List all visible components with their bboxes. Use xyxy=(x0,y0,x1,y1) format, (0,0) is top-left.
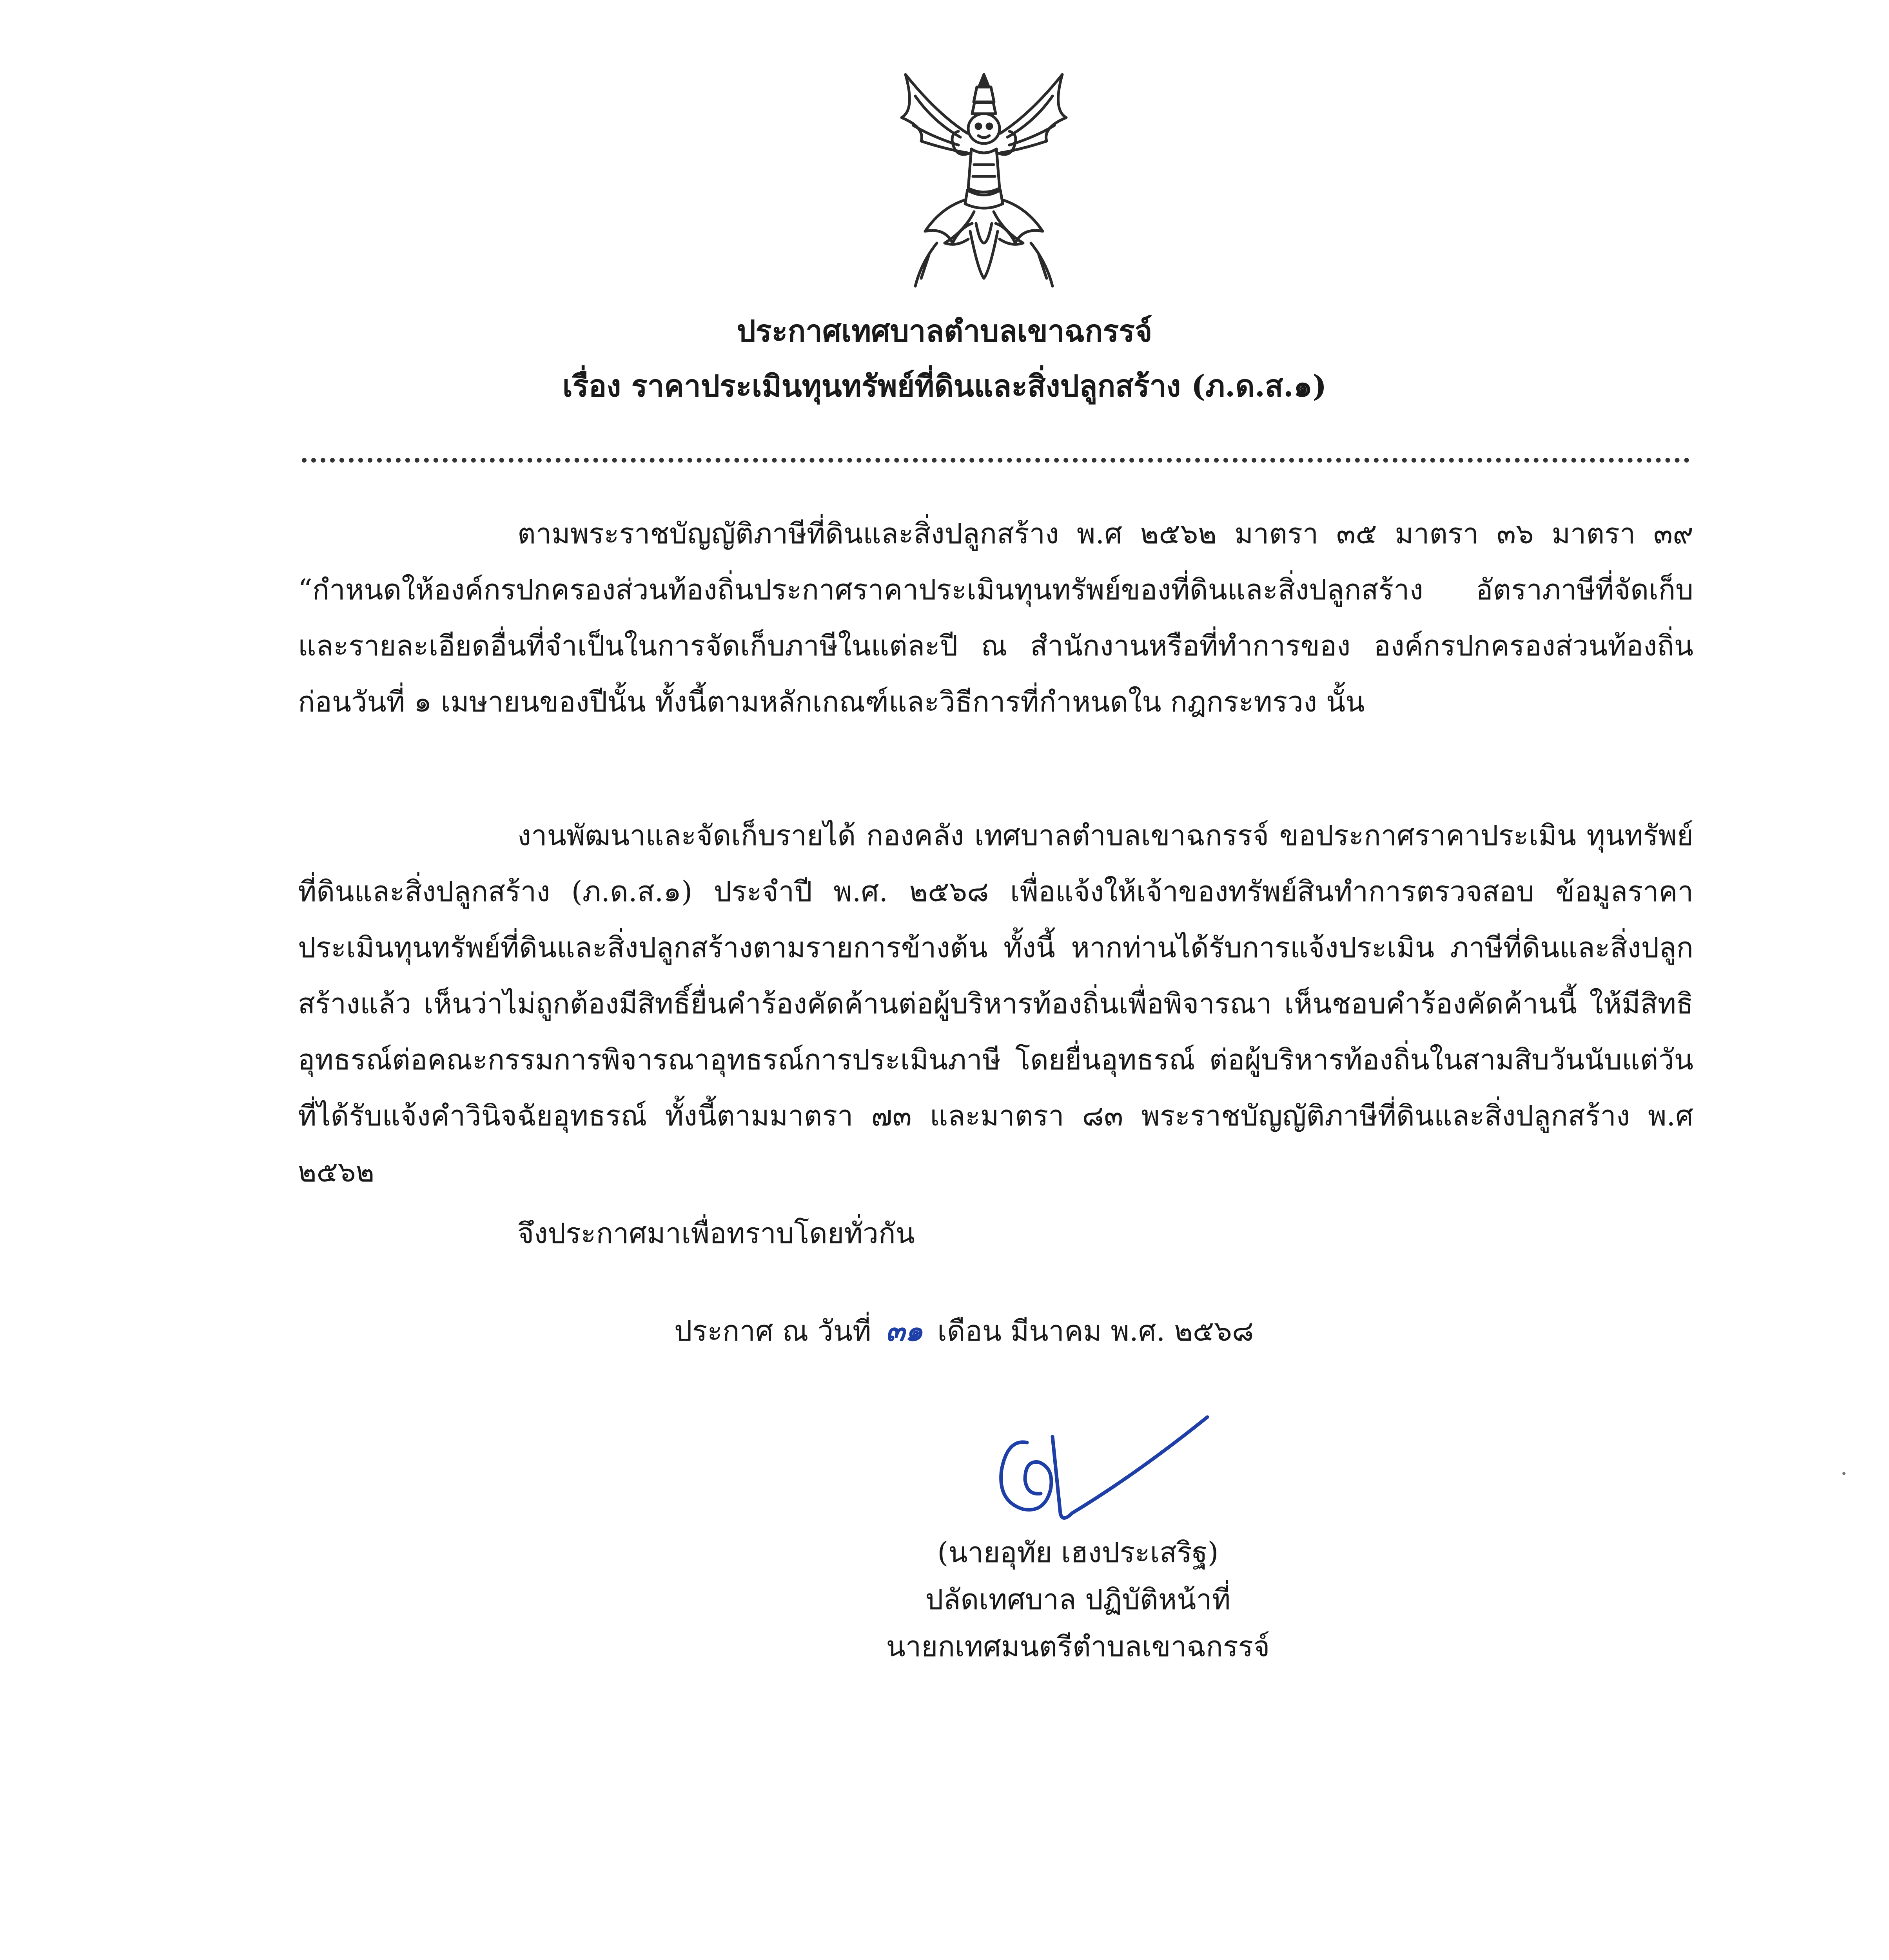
garuda-emblem-icon xyxy=(878,59,1090,294)
scan-speck xyxy=(1842,1472,1845,1475)
announcement-title: ประกาศเทศบาลตำบลเขาฉกรรจ์ xyxy=(737,314,1152,348)
announcement-subject: เรื่อง ราคาประเมินทุนทรัพย์ที่ดินและสิ่งปลูกสร้าง (ภ.ด.ส.๑) xyxy=(562,368,1327,403)
signatory-block xyxy=(823,1529,1333,1670)
handwritten-signature-icon xyxy=(972,1396,1223,1537)
paragraph-closing: จึงประกาศมาเพื่อทราบโดยทั่วกัน xyxy=(517,1217,915,1250)
divider xyxy=(302,458,1689,463)
signatory-position: ปลัดเทศบาล ปฏิบัติหน้าที่ xyxy=(925,1583,1231,1616)
announcement-date xyxy=(674,1305,1254,1356)
signatory-acting-for: นายกเทศมนตรีตำบลเขาฉกรรจ์ xyxy=(886,1630,1270,1663)
date-suffix: เดือน มีนาคม พ.ศ. ๒๕๖๘ xyxy=(937,1314,1254,1347)
date-day: ๓๑ xyxy=(886,1314,923,1347)
paragraph-assessment-notice: งานพัฒนาและจัดเก็บรายได้ กองคลัง เทศบาลตำบลเขาฉกรรจ์ ขอประกาศราคาประเมิน ทุนทรัพย์ที่ดินและสิ่งปลูกสร้าง (ภ.ด.ส.๑) ประจำปี พ.ศ. ๒๕๖๘ เพื่อแจ้งให้เจ้าของทรัพย์สินทำการตรวจสอบ ข้อมูลราคาประเมินทุนทรัพย์ที่ดินและสิ่งปลูกสร้างตามรายการข้างต้น ทั้งนี้ หากท่านได้รับการแจ้งประเมิน ภาษีที่ดินและสิ่งปลูกสร้างแล้ว เห็นว่าไม่ถูกต้องมีสิทธิ์ยื่นคำร้องคัดค้านต่อผู้บริหารท้องถิ่นเพื่อพิจารณา เห็นชอบคำร้องคัดค้านนี้ ให้มีสิทธิอุทธรณ์ต่อคณะกรรมการพิจารณาอุทธรณ์การประเมินภาษี โดยยื่นอุทธรณ์ ต่อผู้บริหารท้องถิ่นในสามสิบวันนับแต่วันที่ได้รับแจ้งคำวินิจฉัยอุทธรณ์ ทั้งนี้ตามมาตรา ๗๓ และมาตรา ๘๓ พระราชบัญญัติภาษีที่ดินและสิ่งปลูกสร้าง พ.ศ ๒๕๖๒ xyxy=(298,819,1693,1188)
paragraph-legal-basis: ตามพระราชบัญญัติภาษีที่ดินและสิ่งปลูกสร้าง พ.ศ ๒๕๖๒ มาตรา ๓๕ มาตรา ๓๖ มาตรา ๓๙ “กำหนดให้องค์กรปกครองส่วนท้องถิ่นประกาศราคาประเมินทุนทรัพย์ของที่ดินและสิ่งปลูกสร้าง อัตราภาษีที่จัดเก็บ และรายละเอียดอื่นที่จำเป็นในการจัดเก็บภาษีในแต่ละปี ณ สำนักงานหรือที่ทำการของ องค์กรปกครองส่วนท้องถิ่นก่อนวันที่ ๑ เมษายนของปีนั้น ทั้งนี้ตามหลักเกณฑ์และวิธีการที่กำหนดใน กฎกระทรวง นั้น xyxy=(298,517,1693,718)
date-prefix: ประกาศ ณ วันที่ xyxy=(674,1314,871,1347)
signatory-name: (นายอุทัย เฮงประเสริฐ) xyxy=(937,1536,1219,1569)
